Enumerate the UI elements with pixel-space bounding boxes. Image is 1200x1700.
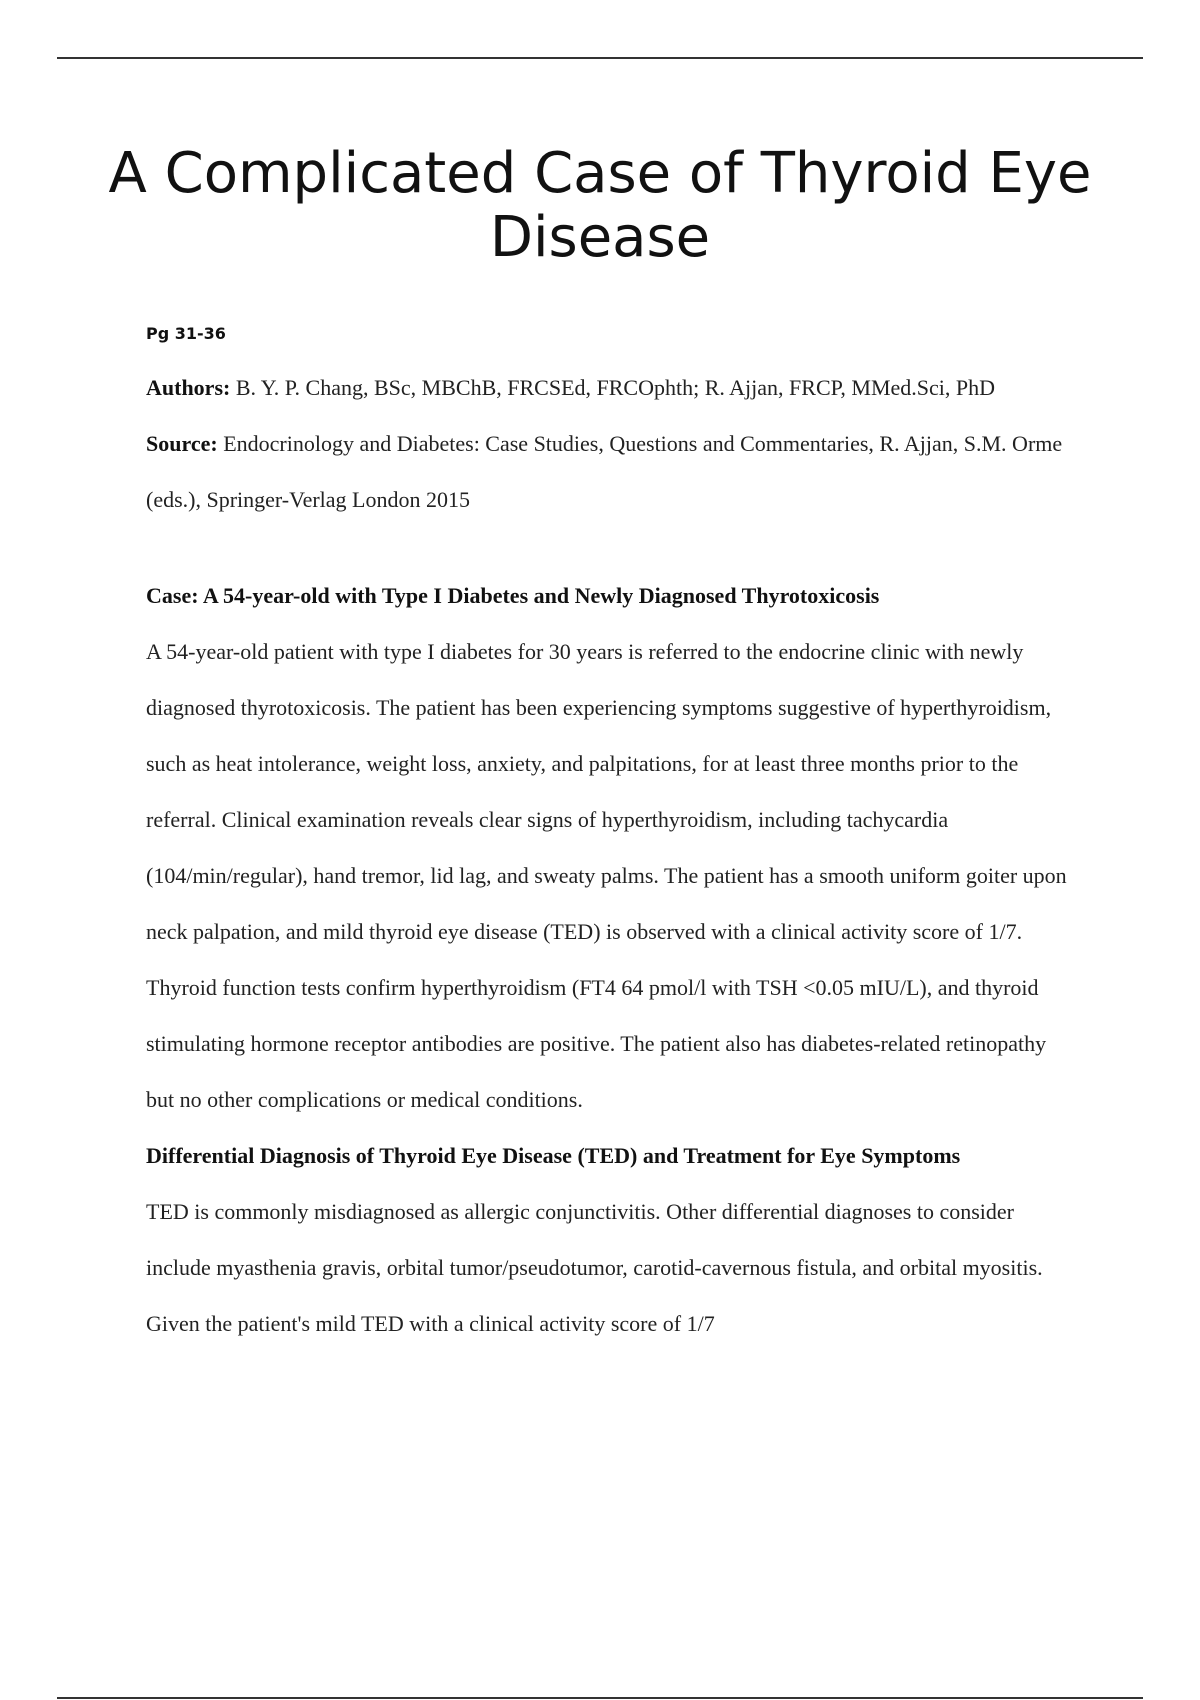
- document-body: [146, 322, 1076, 1352]
- source-text: Endocrinology and Diabetes: Case Studies, Questions and Commentaries, R. Ajjan, S.M. Orme (eds.), Springer-Verlag London 2015: [146, 431, 1063, 512]
- source-line: [146, 416, 1076, 528]
- source-label: Source:: [146, 431, 218, 456]
- section-body-case: A 54-year-old patient with type I diabetes for 30 years is referred to the endocrine clinic with newly diagnosed thyrotoxicosis. The patient has been experiencing symptoms suggestive of hyperthyroidism, such as heat intolerance, weight loss, anxiety, and palpitations, for at least three months prior to the referral. Clinical examination reveals clear signs of hyperthyroidism, including tachycardia (104/min/regular), hand tremor, lid lag, and sweaty palms. The patient has a smooth uniform goiter upon neck palpation, and mild thyroid eye disease (TED) is observed with a clinical activity score of 1/7. Thyroid function tests confirm hyperthyroidism (FT4 64 pmol/l with TSH <0.05 mIU/L), and thyroid stimulating hormone receptor antibodies are positive. The patient also has diabetes-related retinopathy but no other complications or medical conditions.: [146, 639, 1067, 1112]
- document-title: A Complicated Case of Thyroid Eye Disease: [108, 141, 1092, 270]
- top-rule: [57, 57, 1143, 59]
- page-range: Pg 31-36: [146, 324, 226, 343]
- authors-text: B. Y. P. Chang, BSc, MBChB, FRCSEd, FRCOphth; R. Ajjan, FRCP, MMed.Sci, PhD: [235, 375, 996, 400]
- section-heading-differential: Differential Diagnosis of Thyroid Eye Disease (TED) and Treatment for Eye Symptoms: [146, 1143, 961, 1168]
- authors-line: [146, 360, 1076, 416]
- bottom-rule: [57, 1697, 1143, 1699]
- section-body-differential: TED is commonly misdiagnosed as allergic conjunctivitis. Other differential diagnoses to consider include myasthenia gravis, orbital tumor/pseudotumor, carotid-cavernous fistula, and orbital myositis. Given the patient's mild TED with a clinical activity score of 1/7: [146, 1199, 1043, 1336]
- section-spacer: [146, 528, 1076, 568]
- section-heading-case: Case: A 54-year-old with Type I Diabetes and Newly Diagnosed Thyrotoxicosis: [146, 583, 880, 608]
- authors-label: Authors:: [146, 375, 231, 400]
